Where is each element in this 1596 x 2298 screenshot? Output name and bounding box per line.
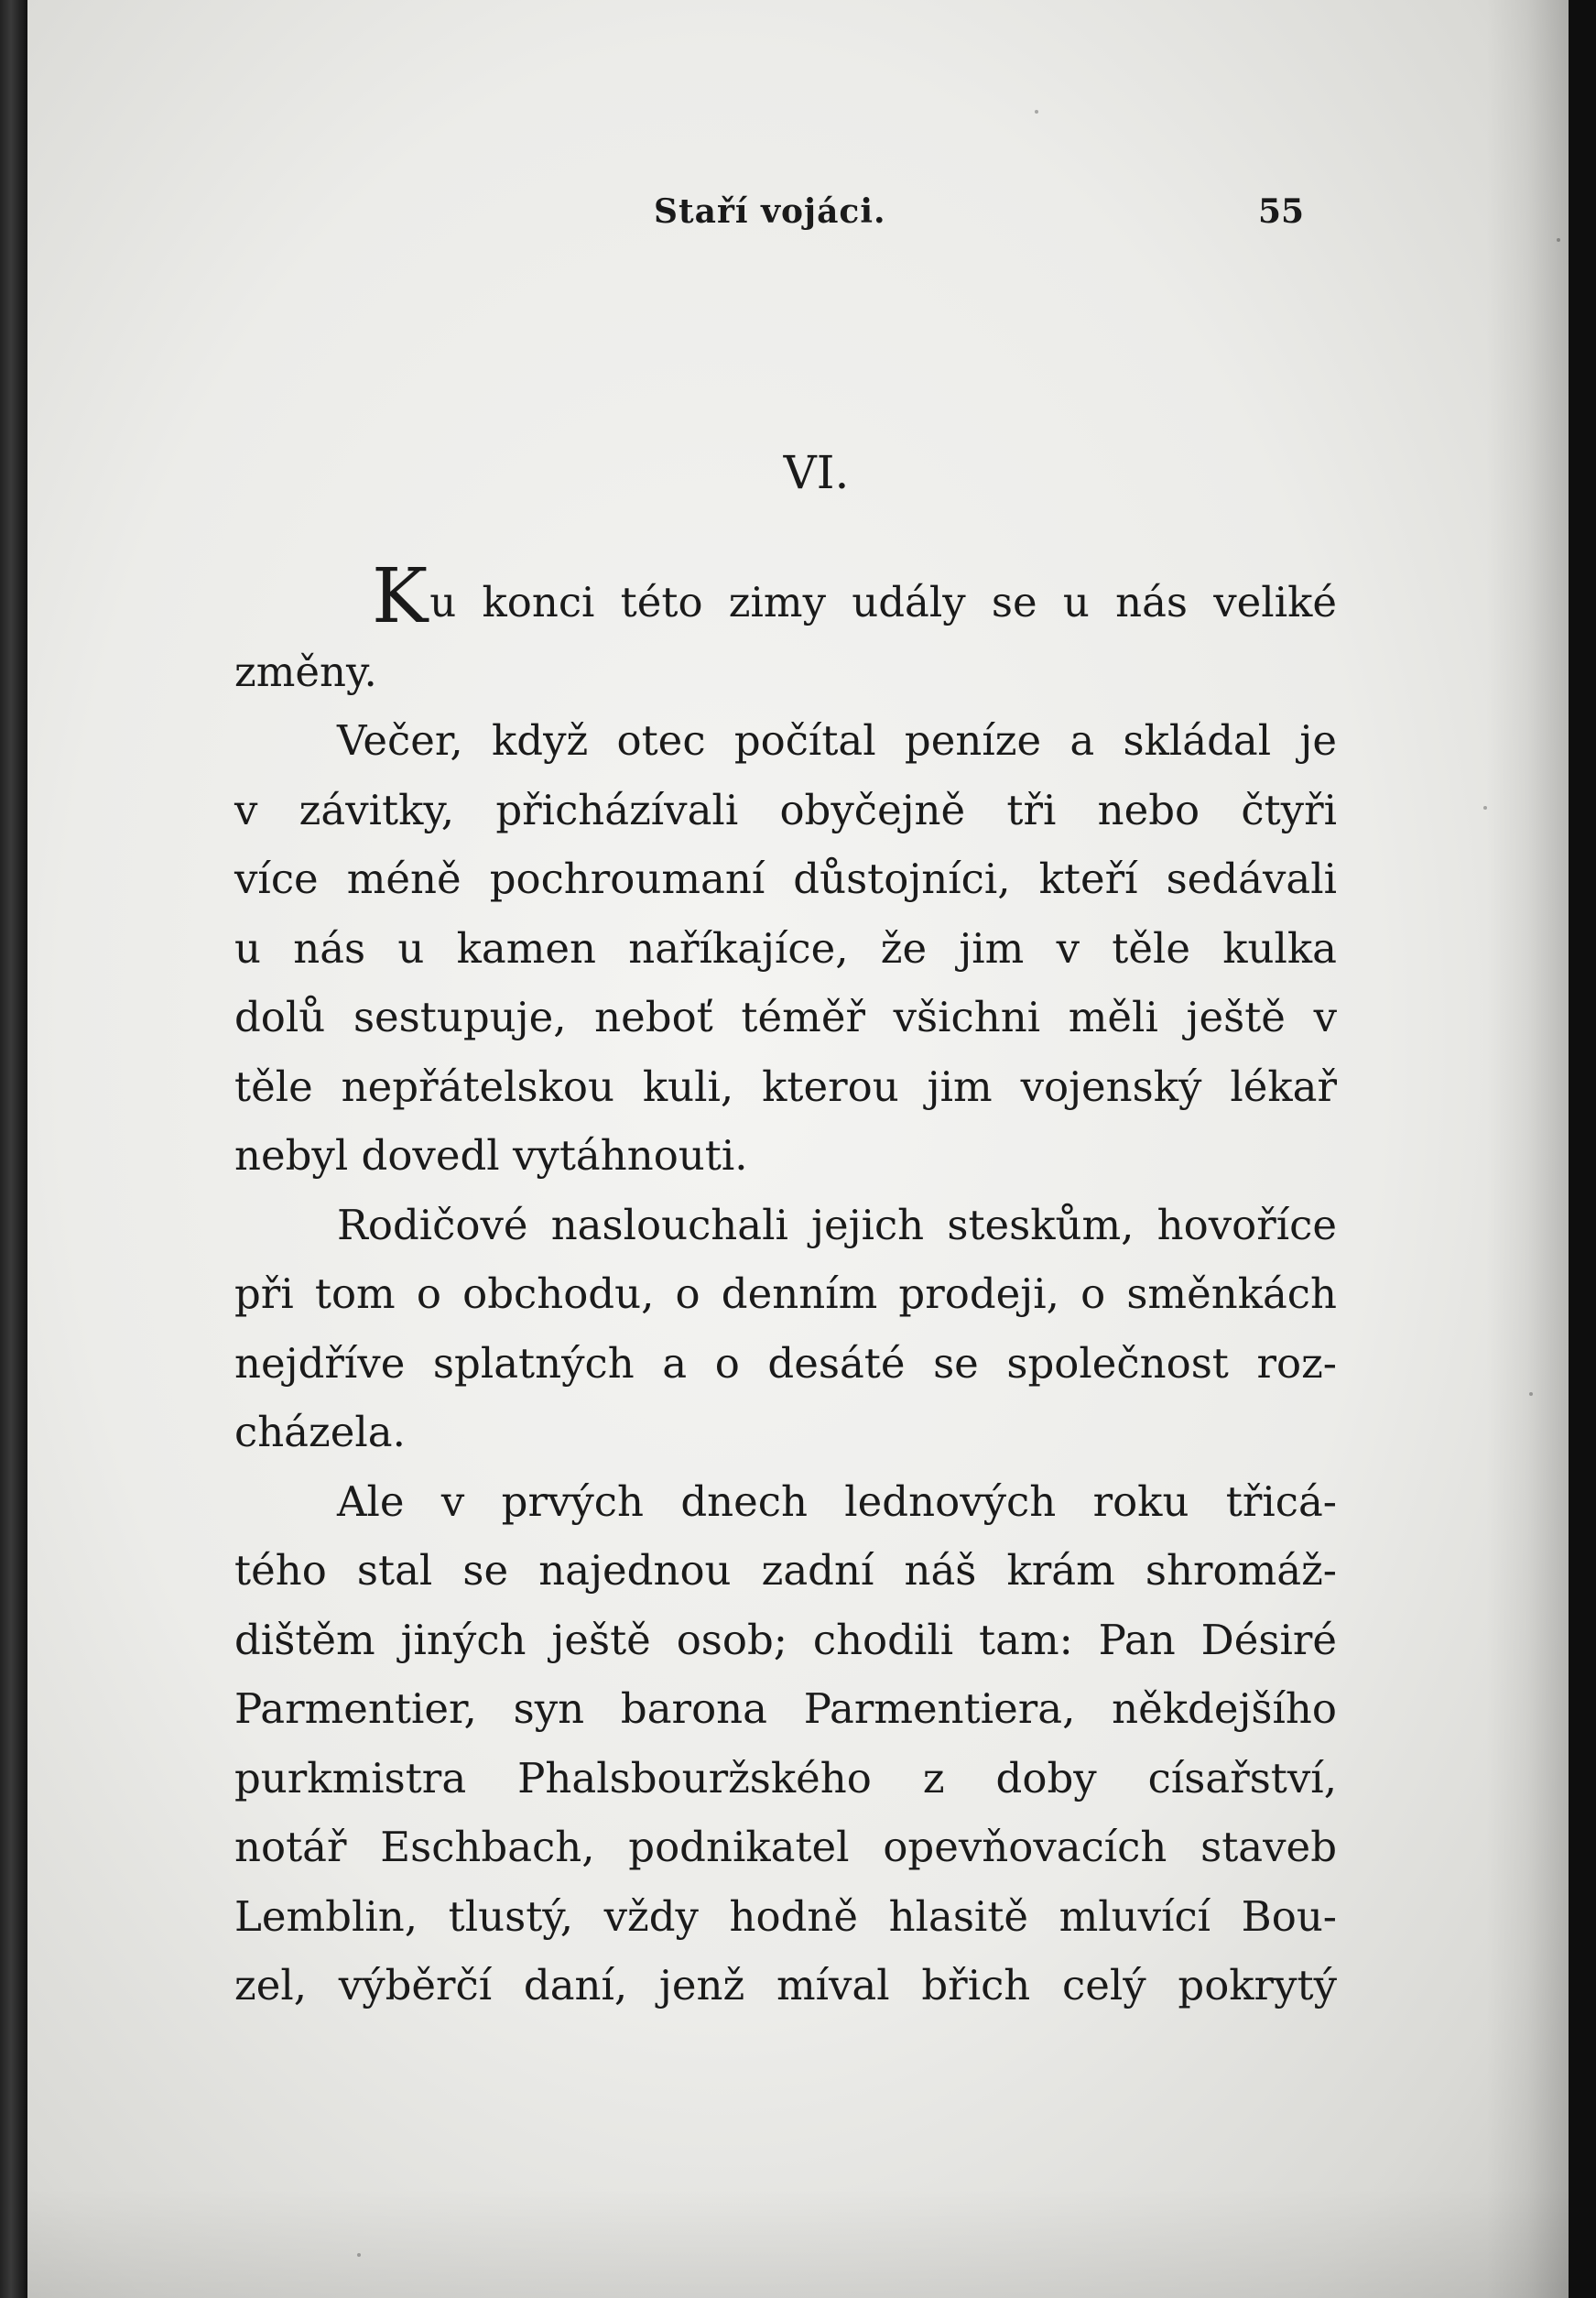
text-line: Ale v prvých dnech lednových roku třicá- xyxy=(337,1476,1337,1526)
text-line: notář Eschbach, podnikatel opevňovacích staveb xyxy=(234,1823,1337,1871)
text-line: těle nepřátelskou kuli, kterou jim vojenský lékař xyxy=(234,1062,1337,1111)
paper-speck xyxy=(357,2253,361,2257)
paper-speck xyxy=(1529,1392,1533,1396)
text-line: dištěm jiných ještě osob; chodili tam: Pan Désiré xyxy=(234,1615,1337,1664)
text-line: Parmentier, syn barona Parmentiera, někdejšího xyxy=(234,1684,1337,1733)
text-line: u nás u kamen naříkajíce, že jim v těle kulka xyxy=(234,923,1337,973)
text-line xyxy=(234,553,1337,640)
body-text xyxy=(234,553,1337,2020)
text-line: dolů sestupuje, neboť téměř všichni měli ještě v xyxy=(234,993,1337,1041)
text-line: zel, výběrčí daní, jenž míval břich celý pokrytý xyxy=(234,1961,1337,2009)
text-line: Rodičové naslouchali jejich steskům, hovoříce xyxy=(337,1200,1337,1249)
chapter-heading: VI. xyxy=(783,446,850,499)
text-line: tého stal se najednou zadní náš krám shromáž- xyxy=(234,1546,1337,1595)
text-line: Lemblin, tlustý, vždy hodně hlasitě mluvící Bou- xyxy=(234,1891,1337,1941)
book-binding-edge xyxy=(0,0,27,2298)
text-line: nejdříve splatných a o desáté se společnost roz- xyxy=(234,1338,1337,1388)
page-number: 55 xyxy=(1258,192,1305,231)
text-line: Večer, když otec počítal peníze a skládal je xyxy=(337,716,1337,765)
text-line: cházela. xyxy=(234,1408,406,1456)
paper-speck xyxy=(1557,238,1560,242)
paper-speck xyxy=(1483,806,1487,810)
text-line: nebyl dovedl vytáhnouti. xyxy=(234,1131,748,1180)
text-line: více méně pochroumaní důstojníci, kteří sedávali xyxy=(234,855,1337,903)
drop-cap: K xyxy=(372,553,429,640)
text-line: purkmistra Phalsbouržského z doby císařství, xyxy=(234,1753,1337,1802)
text-line: při tom o obchodu, o denním prodeji, o směnkách xyxy=(234,1269,1337,1318)
running-title: Staří vojáci. xyxy=(654,192,886,231)
running-head xyxy=(27,192,1569,238)
text-line: změny. xyxy=(234,647,377,696)
book-page xyxy=(27,0,1569,2298)
text-line: v závitky, přicházívali obyčejně tři nebo čtyři xyxy=(234,785,1337,834)
paper-speck xyxy=(1035,110,1038,114)
text-line-content: u konci této zimy udály se u nás veliké xyxy=(429,578,1337,626)
